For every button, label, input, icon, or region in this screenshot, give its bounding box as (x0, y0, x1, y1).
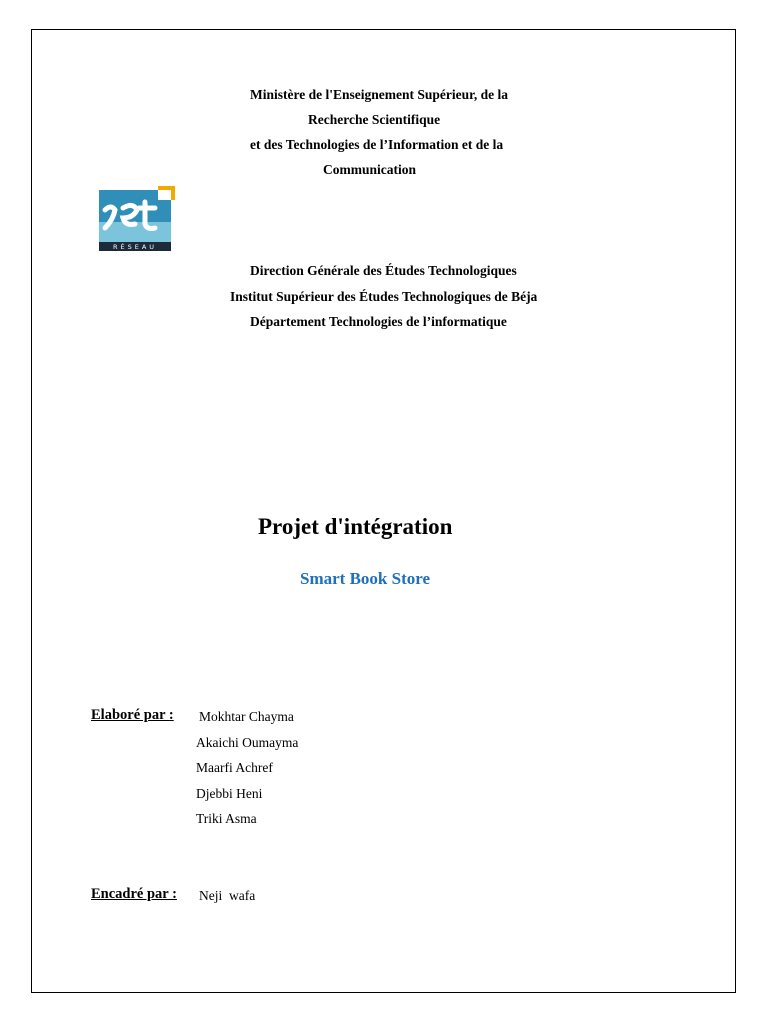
ministry-line-4: Communication (323, 162, 417, 177)
project-title: Projet d'intégration (258, 514, 453, 539)
direction-line: Direction Générale des Études Technologiques (250, 263, 517, 278)
iset-reseau-logo (99, 186, 175, 252)
supervisor-label: Encadré par : (91, 886, 177, 902)
supervisor-name: Neji wafa (199, 888, 256, 903)
authors-label: Elaboré par : (91, 707, 174, 723)
ministry-line-1: Ministère de l'Enseignement Supérieur, de la (250, 87, 508, 102)
author-name-3: Maarfi Achref (196, 760, 273, 775)
institute-line: Institut Supérieur des Études Technologiques de Béja (230, 289, 538, 304)
ministry-line-2: Recherche Scientifique (308, 112, 441, 127)
ministry-line-3: et des Technologies de l’Information et de la (250, 137, 504, 152)
author-name-5: Triki Asma (196, 811, 257, 826)
author-name-2: Akaichi Oumayma (196, 735, 299, 750)
department-line: Département Technologies de l’informatique (250, 314, 507, 329)
project-subtitle: Smart Book Store (300, 569, 431, 588)
logo-text: RÉSEAU (112, 243, 158, 251)
author-name-1: Mokhtar Chayma (199, 709, 294, 724)
author-name-4: Djebbi Heni (196, 786, 263, 801)
